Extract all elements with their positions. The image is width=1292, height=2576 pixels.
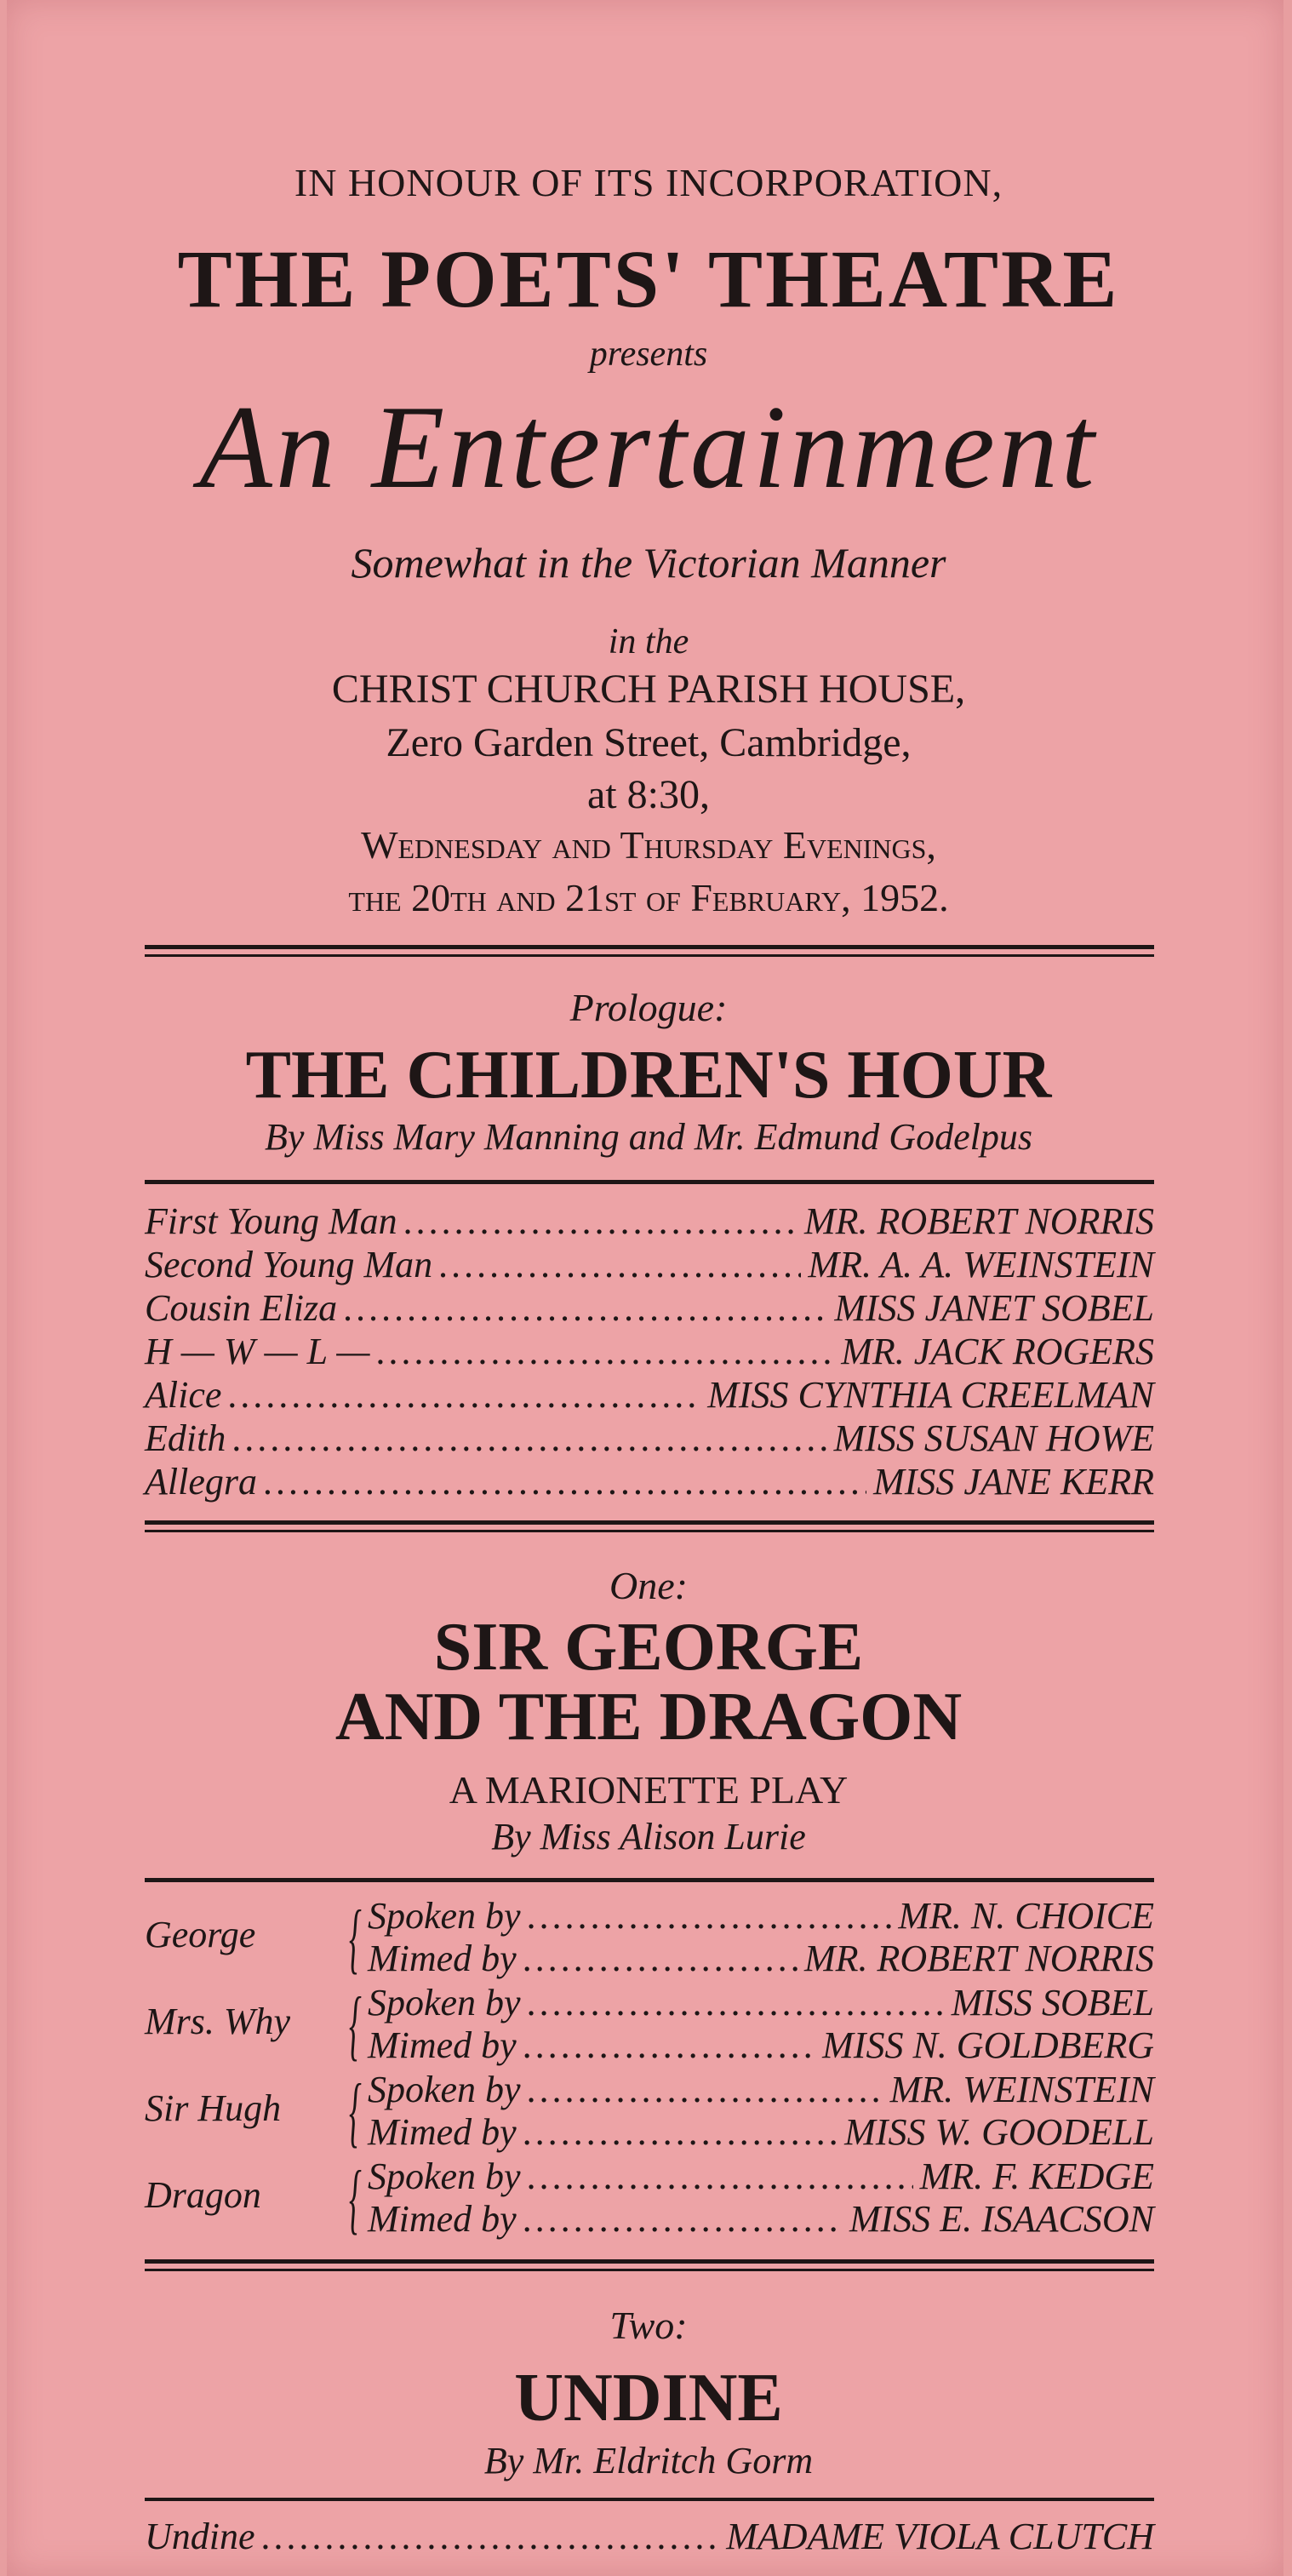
cast-group: Sir Hugh { Spoken by ..... MR. WEINSTEIN Mimed by ..... MISS W. GOODELL [145, 2069, 1154, 2154]
cast-row: Allegra ..... MISS JANE KERR [145, 1461, 1154, 1503]
days: Wednesday and Thursday Evenings, [361, 823, 936, 867]
dedication: IN HONOUR OF ITS INCORPORATION, [294, 161, 1003, 204]
prologue-title: THE CHILDREN'S HOUR [245, 1038, 1052, 1113]
cast-row: Cousin Eliza ..... MISS JANET SOBEL [145, 1287, 1154, 1330]
in-the: in the [608, 622, 689, 661]
theatre-name: THE POETS' THEATRE [177, 233, 1120, 324]
prologue-authors: By Miss Mary Manning and Mr. Edmund Godelpus [265, 1116, 1032, 1158]
cast-group: Mrs. Why { Spoken by ..... MISS SOBEL Mimed by ..... MISS N. GOLDBERG [145, 1982, 1154, 2067]
double-rule [145, 945, 1154, 957]
one-author: By Miss Alison Lurie [491, 1816, 806, 1858]
cast-group: Dragon { Spoken by ..... MR. F. KEDGE Mimed by ..... MISS E. ISAACSON [145, 2155, 1154, 2241]
double-rule [145, 2259, 1154, 2271]
cast-row: Alice ..... MISS CYNTHIA CREELMAN [145, 1374, 1154, 1417]
cast-group: George { Spoken by ..... MR. N. CHOICE Mimed by ..... MR. ROBERT NORRIS [145, 1895, 1154, 1980]
rule [145, 1180, 1154, 1184]
entertainment-title: An Entertainment [199, 381, 1098, 513]
prologue-label: Prologue: [569, 986, 728, 1029]
address: Zero Garden Street, Cambridge, [386, 720, 912, 765]
rule [145, 1878, 1154, 1882]
two-title: UNDINE [514, 2361, 783, 2436]
double-rule [145, 1520, 1154, 1532]
cast-row: Second Young Man ..... MR. A. A. WEINSTEIN [145, 1244, 1154, 1286]
presents: presents [589, 335, 708, 374]
one-subtitle: A MARIONETTE PLAY [449, 1768, 849, 1812]
cast-row: Edith ..... MISS SUSAN HOWE [145, 1417, 1154, 1460]
cast-row: Undine ..... MADAME VIOLA CLUTCH [145, 2516, 1154, 2558]
venue: CHRIST CHURCH PARISH HOUSE, [331, 667, 966, 712]
date: the 20th and 21st of February, 1952. [348, 876, 949, 919]
time: at 8:30, [587, 772, 710, 817]
one-label: One: [609, 1564, 688, 1607]
one-title-line2: AND THE DRAGON [334, 1680, 963, 1755]
cast-row: First Young Man ..... MR. ROBERT NORRIS [145, 1200, 1154, 1243]
cast-row: H — W — L — ..... MR. JACK ROGERS [145, 1331, 1154, 1373]
two-label: Two: [609, 2304, 688, 2347]
one-title-line1: SIR GEORGE [433, 1610, 864, 1685]
two-author: By Mr. Eldritch Gorm [483, 2440, 814, 2482]
subtitle: Somewhat in the Victorian Manner [351, 539, 946, 587]
rule [145, 2498, 1154, 2501]
